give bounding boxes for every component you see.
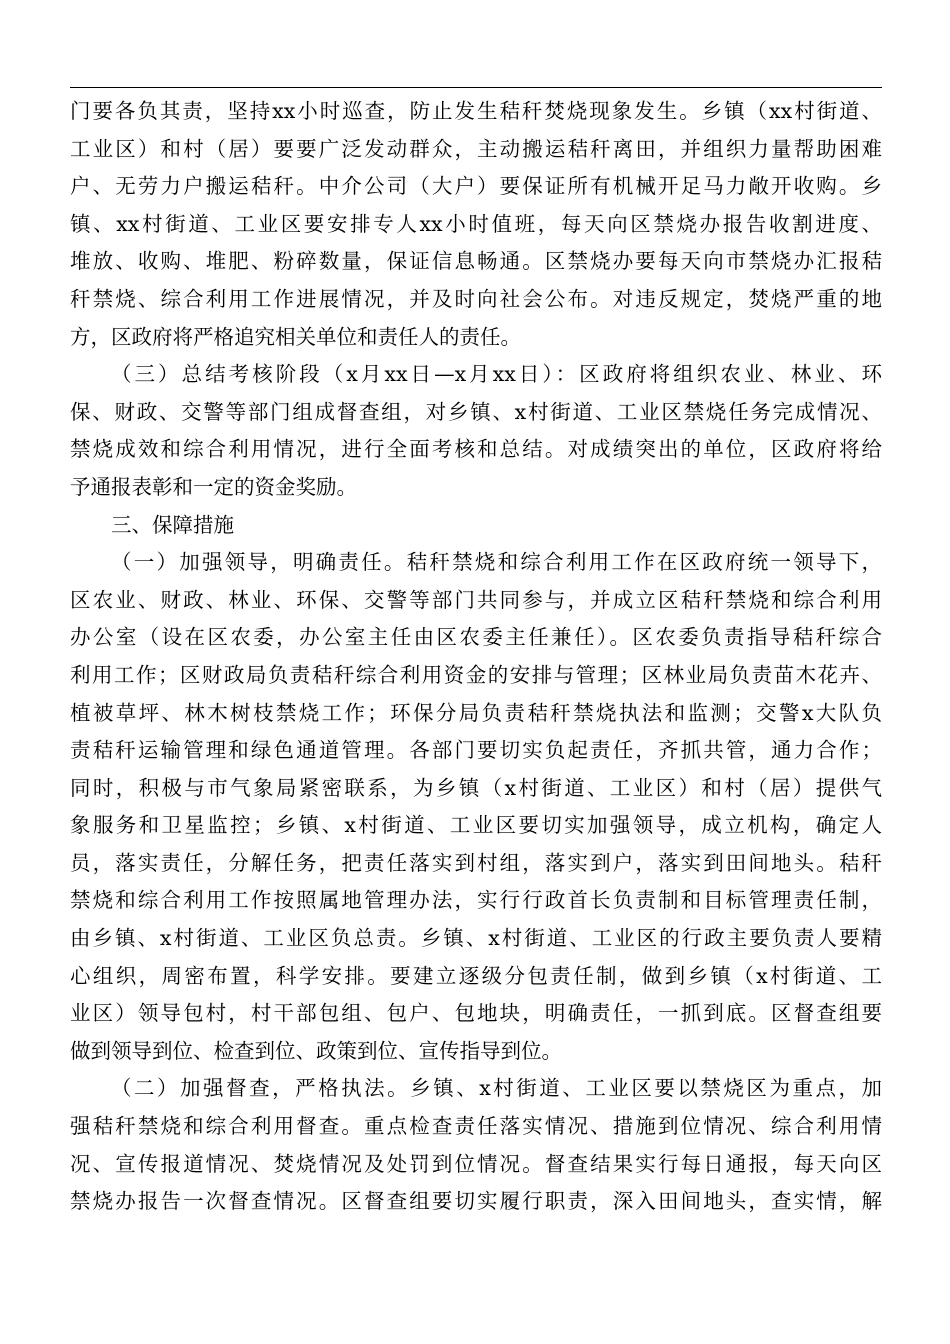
text-line: 门要各负其责，坚持xx小时巡查，防止发生秸秆焚烧现象发生。乡镇（xx村街道、	[70, 99, 882, 123]
text-line: 办公室（设在区农委，办公室主任由区农委主任兼任）。区农委负责指导秸秆综合	[70, 625, 882, 650]
text-line: 堆放、收购、堆肥、粉碎数量，保证信息畅通。区禁烧办要每天向市禁烧办汇报秸	[70, 249, 882, 274]
text-line: 予通报表彰和一定的资金奖励。	[70, 474, 357, 499]
text-line: 镇、xx村街道、工业区要安排专人xx小时值班，每天向区禁烧办报告收割进度、	[70, 211, 882, 236]
text-line: 员，落实责任，分解任务，把责任落实到村组，落实到户，落实到田间地头。秸秆	[70, 850, 882, 875]
text-line: 责秸秆运输管理和绿色通道管理。各部门要切实负起责任，齐抓共管，通力合作；	[70, 738, 882, 763]
text-line: 保、财政、交警等部门组成督查组，对乡镇、x村街道、工业区禁烧任务完成情况、	[70, 399, 882, 424]
text-line: 业区）领导包村，村干部包组、包户、包地块，明确责任，一抓到底。区督查组要	[70, 1001, 882, 1026]
paragraph-first-line: （一）加强领导，明确责任。秸秆禁烧和综合利用工作在区政府统一领导下，	[111, 550, 882, 575]
text-line: 强秸秆禁烧和综合利用督查。重点检查责任落实情况、措施到位情况、综合利用情	[70, 1114, 882, 1139]
text-line: 同时，积极与市气象局紧密联系，为乡镇（x村街道、工业区）和村（居）提供气	[70, 775, 882, 800]
text-line: 工业区）和村（居）要要广泛发动群众，主动搬运秸秆离田，并组织力量帮助困难	[70, 136, 882, 161]
text-line: 做到领导到位、检查到位、政策到位、宣传指导到位。	[70, 1038, 562, 1063]
paragraph-first-line: （二）加强督查，严格执法。乡镇、x村街道、工业区要以禁烧区为重点，加	[111, 1076, 882, 1101]
text-line: 况、宣传报道情况、焚烧情况及处罚到位情况。督查结果实行每日通报，每天向区	[70, 1151, 882, 1176]
text-line: 禁烧办报告一次督查情况。区督查组要切实履行职责，深入田间地头，查实情，解	[70, 1189, 882, 1214]
text-line: 植被草坪、林木树枝禁烧工作；环保分局负责秸秆禁烧执法和监测；交警x大队负	[70, 700, 882, 725]
paragraph-first-line: （三）总结考核阶段（x月xx日—x月xx日）：区政府将组织农业、林业、环	[111, 362, 882, 387]
text-line: 象服务和卫星监控；乡镇、x村街道、工业区要切实加强领导，成立机构，确定人	[70, 813, 882, 838]
text-line: 由乡镇、x村街道、工业区负总责。乡镇、x村街道、工业区的行政主要负责人要精	[70, 926, 882, 951]
text-line: 区农业、财政、林业、环保、交警等部门共同参与，并成立区秸秆禁烧和综合利用	[70, 587, 882, 612]
header-rule	[70, 87, 882, 88]
section-heading: 三、保障措施	[111, 512, 234, 537]
text-line: 心组织，周密布置，科学安排。要建立逐级分包责任制，做到乡镇（x村街道、工	[70, 963, 882, 988]
text-line: 秆禁烧、综合利用工作进展情况，并及时向社会公布。对违反规定，焚烧严重的地	[70, 286, 882, 311]
text-line: 利用工作；区财政局负责秸秆综合利用资金的安排与管理；区林业局负责苗木花卉、	[70, 662, 882, 687]
document-body	[70, 93, 882, 1221]
text-line: 方，区政府将严格追究相关单位和责任人的责任。	[70, 324, 521, 349]
text-line: 禁烧成效和综合利用情况，进行全面考核和总结。对成绩突出的单位，区政府将给	[70, 437, 882, 462]
text-line: 禁烧和综合利用工作按照属地管理办法，实行行政首长负责制和目标管理责任制，	[70, 888, 882, 913]
text-line: 户、无劳力户搬运秸秆。中介公司（大户）要保证所有机械开足马力敞开收购。乡	[70, 174, 882, 199]
